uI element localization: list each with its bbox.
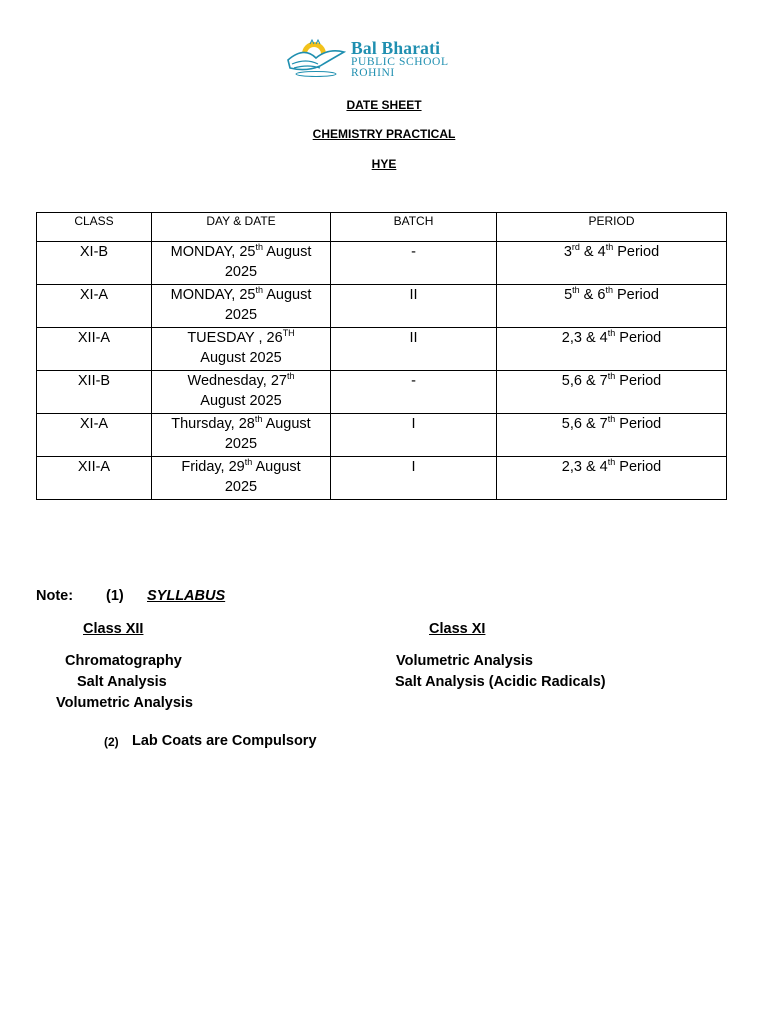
period-text: 5 xyxy=(564,287,573,303)
day-line2: August 2025 xyxy=(200,393,282,409)
note-item1-number: (1) xyxy=(106,588,124,604)
logo-school-name: Bal Bharati xyxy=(351,38,441,58)
note-label: Note: xyxy=(36,588,74,604)
period-ordinal-suffix: rd xyxy=(571,242,580,253)
table-header-row xyxy=(37,213,727,242)
day-month: August xyxy=(263,244,312,260)
day-month: August xyxy=(262,416,311,432)
cell-day-date xyxy=(152,414,331,457)
cell-day-date xyxy=(152,371,331,414)
cell-batch: I xyxy=(331,414,497,457)
class11-topic: Volumetric Analysis xyxy=(396,653,533,669)
day-text: Friday, 29 xyxy=(181,459,245,475)
note-item2-number: (2) xyxy=(104,735,119,749)
class11-heading: Class XI xyxy=(429,621,486,637)
day-text: MONDAY, 25 xyxy=(170,244,256,260)
period-text: 2,3 & 4 xyxy=(561,330,608,346)
cell-day-date xyxy=(152,457,331,500)
day-ordinal-suffix: th xyxy=(255,285,264,296)
table-body xyxy=(37,242,727,500)
table-row xyxy=(37,242,727,285)
period-text: 5,6 & 7 xyxy=(561,373,608,389)
header-day-date: DAY & DATE xyxy=(152,213,331,242)
cell-period xyxy=(497,457,727,500)
class11-topic: Salt Analysis (Acidic Radicals) xyxy=(395,674,606,690)
cell-class: XII-A xyxy=(37,457,152,500)
day-line2: 2025 xyxy=(224,264,258,280)
period-text: 5,6 & 7 xyxy=(561,416,608,432)
period-text: Period xyxy=(615,459,662,475)
class12-topic: Salt Analysis xyxy=(77,674,167,690)
day-ordinal-suffix: th xyxy=(255,242,264,253)
cell-period xyxy=(497,328,727,371)
header-batch: BATCH xyxy=(331,213,497,242)
day-ordinal-suffix: TH xyxy=(282,328,295,339)
cell-day-date xyxy=(152,328,331,371)
table-row xyxy=(37,414,727,457)
period-text: Period xyxy=(615,416,662,432)
day-line2: August 2025 xyxy=(200,350,282,366)
header-period: PERIOD xyxy=(497,213,727,242)
heading-date-sheet: DATE SHEET xyxy=(346,98,422,112)
period-text: & 4 xyxy=(579,244,606,260)
table-row xyxy=(37,457,727,500)
table-row xyxy=(37,328,727,371)
day-line2: 2025 xyxy=(224,479,258,495)
day-ordinal-suffix: th xyxy=(254,414,263,425)
logo-school-location: ROHINI xyxy=(351,67,395,79)
heading-subject: CHEMISTRY PRACTICAL xyxy=(312,127,456,141)
period-text: Period xyxy=(612,287,659,303)
day-line2: 2025 xyxy=(224,307,258,323)
table-row xyxy=(37,285,727,328)
period-ordinal-suffix: th xyxy=(605,285,613,296)
period-ordinal-suffix: th xyxy=(605,242,614,253)
period-ordinal-suffix: th xyxy=(572,285,580,296)
logo-school-type: PUBLIC SCHOOL xyxy=(351,56,449,68)
cell-class: XI-A xyxy=(37,414,152,457)
cell-class: XI-A xyxy=(37,285,152,328)
school-logo xyxy=(284,36,464,82)
period-text: 2,3 & 4 xyxy=(561,459,608,475)
cell-day-date xyxy=(152,285,331,328)
day-text: Wednesday, 27 xyxy=(187,373,287,389)
cell-period xyxy=(497,414,727,457)
day-ordinal-suffix: th xyxy=(244,457,253,468)
note-syllabus-title: SYLLABUS xyxy=(147,588,226,604)
period-ordinal-suffix: th xyxy=(607,414,616,425)
cell-batch: II xyxy=(331,285,497,328)
cell-class: XII-B xyxy=(37,371,152,414)
period-text: Period xyxy=(613,244,660,260)
cell-batch: II xyxy=(331,328,497,371)
cell-batch: - xyxy=(331,242,497,285)
cell-batch: I xyxy=(331,457,497,500)
class12-topic: Chromatography xyxy=(65,653,182,669)
period-ordinal-suffix: th xyxy=(607,328,616,339)
day-text: Thursday, 28 xyxy=(171,416,255,432)
cell-batch: - xyxy=(331,371,497,414)
heading-exam: HYE xyxy=(371,157,397,171)
class12-heading: Class XII xyxy=(83,621,144,637)
period-ordinal-suffix: th xyxy=(607,371,616,382)
day-line2: 2025 xyxy=(224,436,258,452)
cell-period xyxy=(497,242,727,285)
day-ordinal-suffix: th xyxy=(286,371,295,382)
cell-class: XII-A xyxy=(37,328,152,371)
table-row xyxy=(37,371,727,414)
day-text: TUESDAY , 26 xyxy=(187,330,283,346)
note-lab-coats: Lab Coats are Compulsory xyxy=(132,733,317,749)
class12-topic: Volumetric Analysis xyxy=(56,695,193,711)
day-month: August xyxy=(263,287,312,303)
cell-period xyxy=(497,371,727,414)
cell-period xyxy=(497,285,727,328)
period-ordinal-suffix: th xyxy=(607,457,616,468)
cell-class: XI-B xyxy=(37,242,152,285)
cell-day-date xyxy=(152,242,331,285)
period-text: 3 xyxy=(563,244,572,260)
header-class: CLASS xyxy=(37,213,152,242)
school-emblem-icon xyxy=(284,38,348,78)
period-text: & 6 xyxy=(579,287,606,303)
schedule-table xyxy=(36,212,727,500)
day-text: MONDAY, 25 xyxy=(170,287,256,303)
period-text: Period xyxy=(615,373,662,389)
day-month: August xyxy=(252,459,301,475)
period-text: Period xyxy=(615,330,662,346)
